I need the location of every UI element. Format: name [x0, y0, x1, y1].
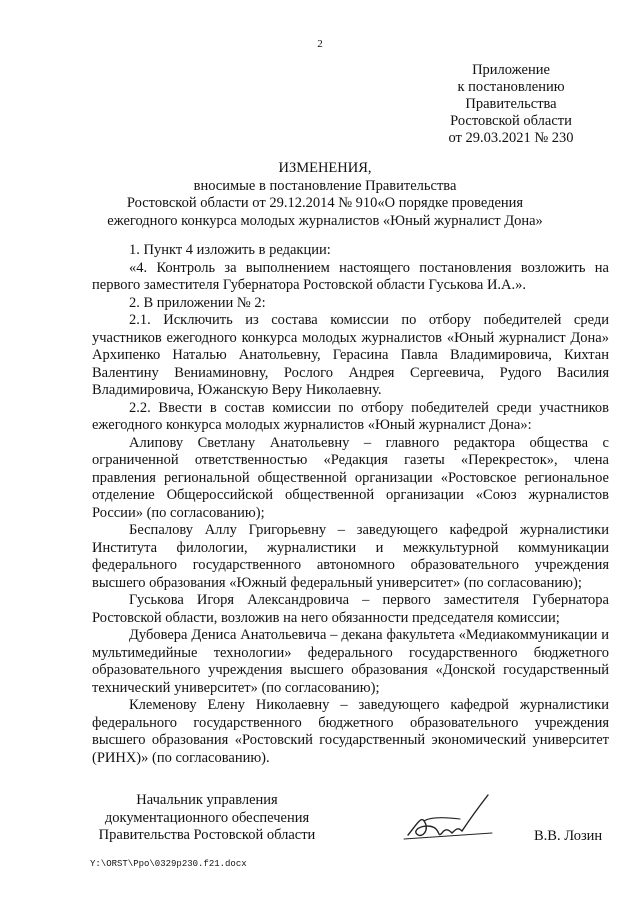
appendix-line: Приложение	[472, 62, 550, 78]
signatory-name: В.В. Лозин	[534, 828, 603, 844]
page-number: 2	[317, 38, 323, 50]
appendix-line: Ростовской области	[450, 113, 572, 129]
position-line: Правительства Ростовской области	[98, 827, 316, 843]
appendix-line: Правительства	[465, 96, 557, 112]
paragraph-item-4-text: «4. Контроль за выполнением настоящего постановления возложить на первого заместителя Губернатора Ростовской области Гуськова И.А.».	[92, 259, 609, 293]
position-line: Начальник управления	[136, 792, 278, 808]
member-dubover: Дубовера Дениса Анатольевича – декана факультета «Медиакоммуникации и мультимедийные технологии» федерального государственного бюджетного образовательного учреждения высшего образования «Донской государственный технический университет» (по согласованию);	[92, 627, 609, 696]
heading-title: ИЗМЕНЕНИЯ,	[278, 160, 372, 176]
appendix-line: от 29.03.2021 № 230	[448, 130, 574, 146]
signatory-position	[92, 792, 322, 845]
heading-line: Ростовской области от 29.12.2014 № 910«О порядке проведения	[126, 195, 524, 211]
heading-line: ежегодного конкурса молодых журналистов «Юный журналист Дона»	[107, 212, 543, 229]
document-heading	[70, 160, 580, 230]
member-bespalova: Беспалову Аллу Григорьевну – заведующего кафедрой журналистики Института филологии, журналистики и межкультурной коммуникации федерального государственного автономного образовательного учреждения высшего образования «Южный федеральный университет» (по согласованию);	[92, 522, 609, 591]
document-body	[92, 242, 609, 767]
paragraph-item-1: 1. Пункт 4 изложить в редакции:	[129, 242, 331, 258]
handwritten-signature	[400, 783, 510, 853]
paragraph-item-2-2: 2.2. Ввести в состав комиссии по отбору победителей среди участников ежегодного конкурса молодых журналистов «Юный журналист Дона»:	[92, 399, 609, 433]
heading-line: вносимые в постановление Правительства	[193, 177, 457, 194]
position-line: документационного обеспечения	[104, 809, 310, 826]
file-path: Y:\ORST\Ppo\0329p230.f21.docx	[90, 859, 247, 869]
paragraph-item-2: 2. В приложении № 2:	[129, 294, 266, 311]
appendix-line: к постановлению	[457, 79, 565, 95]
member-alipova: Алипову Светлану Анатольевну – главного редактора общества с ограниченной ответственностью «Редакция газеты «Перекресток», члена правления региональной общественной организации «Ростовское региональное отделение Общероссийской общественной организации «Союз журналистов России» (по согласованию);	[92, 434, 609, 521]
appendix-block	[420, 62, 602, 147]
paragraph-item-2-1: 2.1. Исключить из состава комиссии по отбору победителей среди участников ежегодного конкурса молодых журналистов «Юный журналист Дона» Архипенко Наталью Анатольевну, Герасина Павла Владимировича, Кихтан Валентину Вениаминовну, Рослого Андрея Сергеевича, Рудого Василия Владимировича, Южанскую Веру Николаевну.	[92, 312, 609, 398]
member-guskov: Гуськова Игоря Александровича – первого заместителя Губернатора Ростовской области, возложив на него обязанности председателя комиссии;	[92, 592, 609, 626]
member-klemenova: Клеменову Елену Николаевну – заведующего кафедрой журналистики федерального государственного бюджетного образовательного учреждения высшего образования «Ростовский государственный экономический университет (РИНХ)» (по согласованию).	[92, 697, 609, 766]
